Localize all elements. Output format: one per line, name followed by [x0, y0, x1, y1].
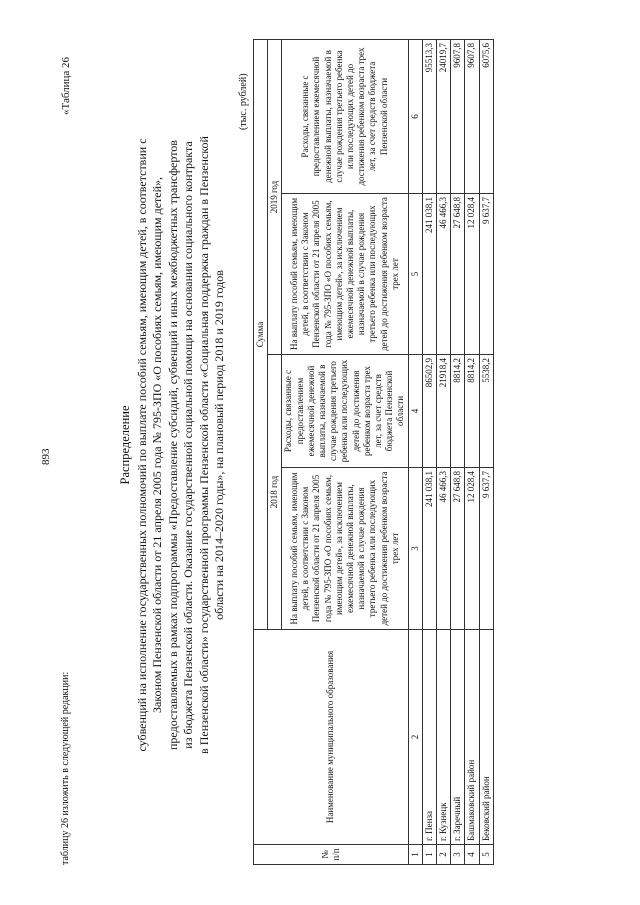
title-line: области на 2014–2020 годы», на плановый период 2018 и 2019 годов: [212, 270, 226, 620]
row-municipality: Бековский район: [479, 630, 493, 845]
row-value: 46 466,3: [437, 468, 451, 630]
document-title: [118, 95, 228, 795]
title-heading: Распределение: [118, 405, 132, 485]
row-value: 241 038,1: [422, 468, 436, 630]
header-expense-2018: Расходы, связанные с предоставлением ежемесячной денежной выплаты, назначаемой в случае рождения третьего ребенка или последующих детей до достижения ребенком возраста трех лет, за счет средств бюджета Пензенской области: [282, 355, 408, 468]
row-value: 9607,8: [451, 40, 465, 194]
table-row: [451, 40, 465, 865]
row-value: 8814,2: [451, 355, 465, 468]
column-index: 6: [408, 40, 422, 194]
header-year-2018: 2018 год: [268, 355, 282, 630]
column-index: 1: [408, 845, 422, 865]
title-line: из бюджета Пензенской области. Оказание государственной социальной помощи на основании социального контракта: [181, 141, 195, 749]
units-note: (тыс. рублей): [238, 73, 249, 130]
row-value: 9607,8: [465, 40, 479, 194]
row-num: 3: [451, 845, 465, 865]
page-number: 893: [40, 448, 52, 465]
row-value: 9 637,7: [479, 468, 493, 630]
row-num: 5: [479, 845, 493, 865]
row-num: 1: [422, 845, 436, 865]
row-value: 21918,4: [437, 355, 451, 468]
header-expense-2019: Расходы, связанные с предоставлением ежемесячной денежной выплаты, назначаемой в случае рождения третьего ребенка или последующих детей до достижения ребенком возраста трех лет, за счет средств бюджета Пензенской области: [282, 40, 408, 194]
row-value: 12 028,4: [465, 194, 479, 355]
row-value: 46 466,3: [437, 194, 451, 355]
header-year-2019: 2019 год: [268, 40, 282, 355]
column-index: 5: [408, 194, 422, 355]
header-num: № п/п: [254, 845, 409, 865]
table-header-row: [254, 40, 268, 865]
column-index: 2: [408, 630, 422, 845]
column-index-row: [408, 40, 422, 865]
title-line: в Пензенской области» государственной программы Пензенской области «Социальная поддержка граждан в Пензенской: [196, 136, 211, 754]
table-row: [437, 40, 451, 865]
row-num: 2: [437, 845, 451, 865]
column-index: 4: [408, 355, 422, 468]
row-value: 241 038,1: [422, 194, 436, 355]
row-value: 95513,3: [422, 40, 436, 194]
row-num: 4: [465, 845, 479, 865]
row-municipality: г. Пенза: [422, 630, 436, 845]
header-benefit-2019: На выплату пособий семьям, имеющим детей, в соответствии с Законом Пензенской области от 21 апреля 2005 года № 795-ЗПО «О пособиях семьям, имеющим детей», за исключением ежемесячной денежной выплаты, назначаемой в случае рождения третьего ребенка или последующих детей до достижения ребенком возраста трех лет: [282, 194, 408, 355]
row-value: 12 028,4: [465, 468, 479, 630]
row-value: 27 648,8: [451, 194, 465, 355]
row-value: 86502,9: [422, 355, 436, 468]
table-row: [422, 40, 436, 865]
row-value: 9 637,7: [479, 194, 493, 355]
row-value: 27 648,8: [451, 468, 465, 630]
row-value: 5538,2: [479, 355, 493, 468]
intro-text: таблицу 26 изложить в следующей редакции:: [60, 671, 71, 865]
table-row: [479, 40, 493, 865]
row-municipality: г. Заречный: [451, 630, 465, 845]
title-line: субвенций на исполнение государственных полномочий по выплате пособий семьям, имеющим детей, в соответствии с: [134, 138, 149, 752]
table-row: [465, 40, 479, 865]
row-value: 24019,7: [437, 40, 451, 194]
distribution-table: [253, 39, 494, 865]
table-label: «Таблица 26: [60, 56, 72, 115]
row-municipality: г. Кузнецк: [437, 630, 451, 845]
row-value: 8814,2: [465, 355, 479, 468]
header-sum: Сумма: [254, 40, 268, 630]
column-index: 3: [408, 468, 422, 630]
header-benefit-2018: На выплату пособий семьям, имеющим детей, в соответствии с Законом Пензенской области от 21 апреля 2005 года № 795-ЗПО «О пособиях семьям, имеющим детей», за исключением ежемесячной денежной выплаты, назначаемой в случае рождения третьего ребенка или последующих детей до достижения ребенком возраста трех лет: [282, 468, 408, 630]
title-line: Законом Пензенской области от 21 апреля 2005 года № 795-ЗПО «О пособиях семьям, имеющим детей»,: [150, 176, 164, 714]
title-line: предоставляемых в рамках подпрограммы «Предоставление субсидий, субвенций и иных межбюджетных трансфертов: [165, 140, 180, 750]
row-value: 6075,6: [479, 40, 493, 194]
row-municipality: Башмаковский район: [465, 630, 479, 845]
header-municipality: Наименование муниципального образования: [254, 630, 409, 845]
